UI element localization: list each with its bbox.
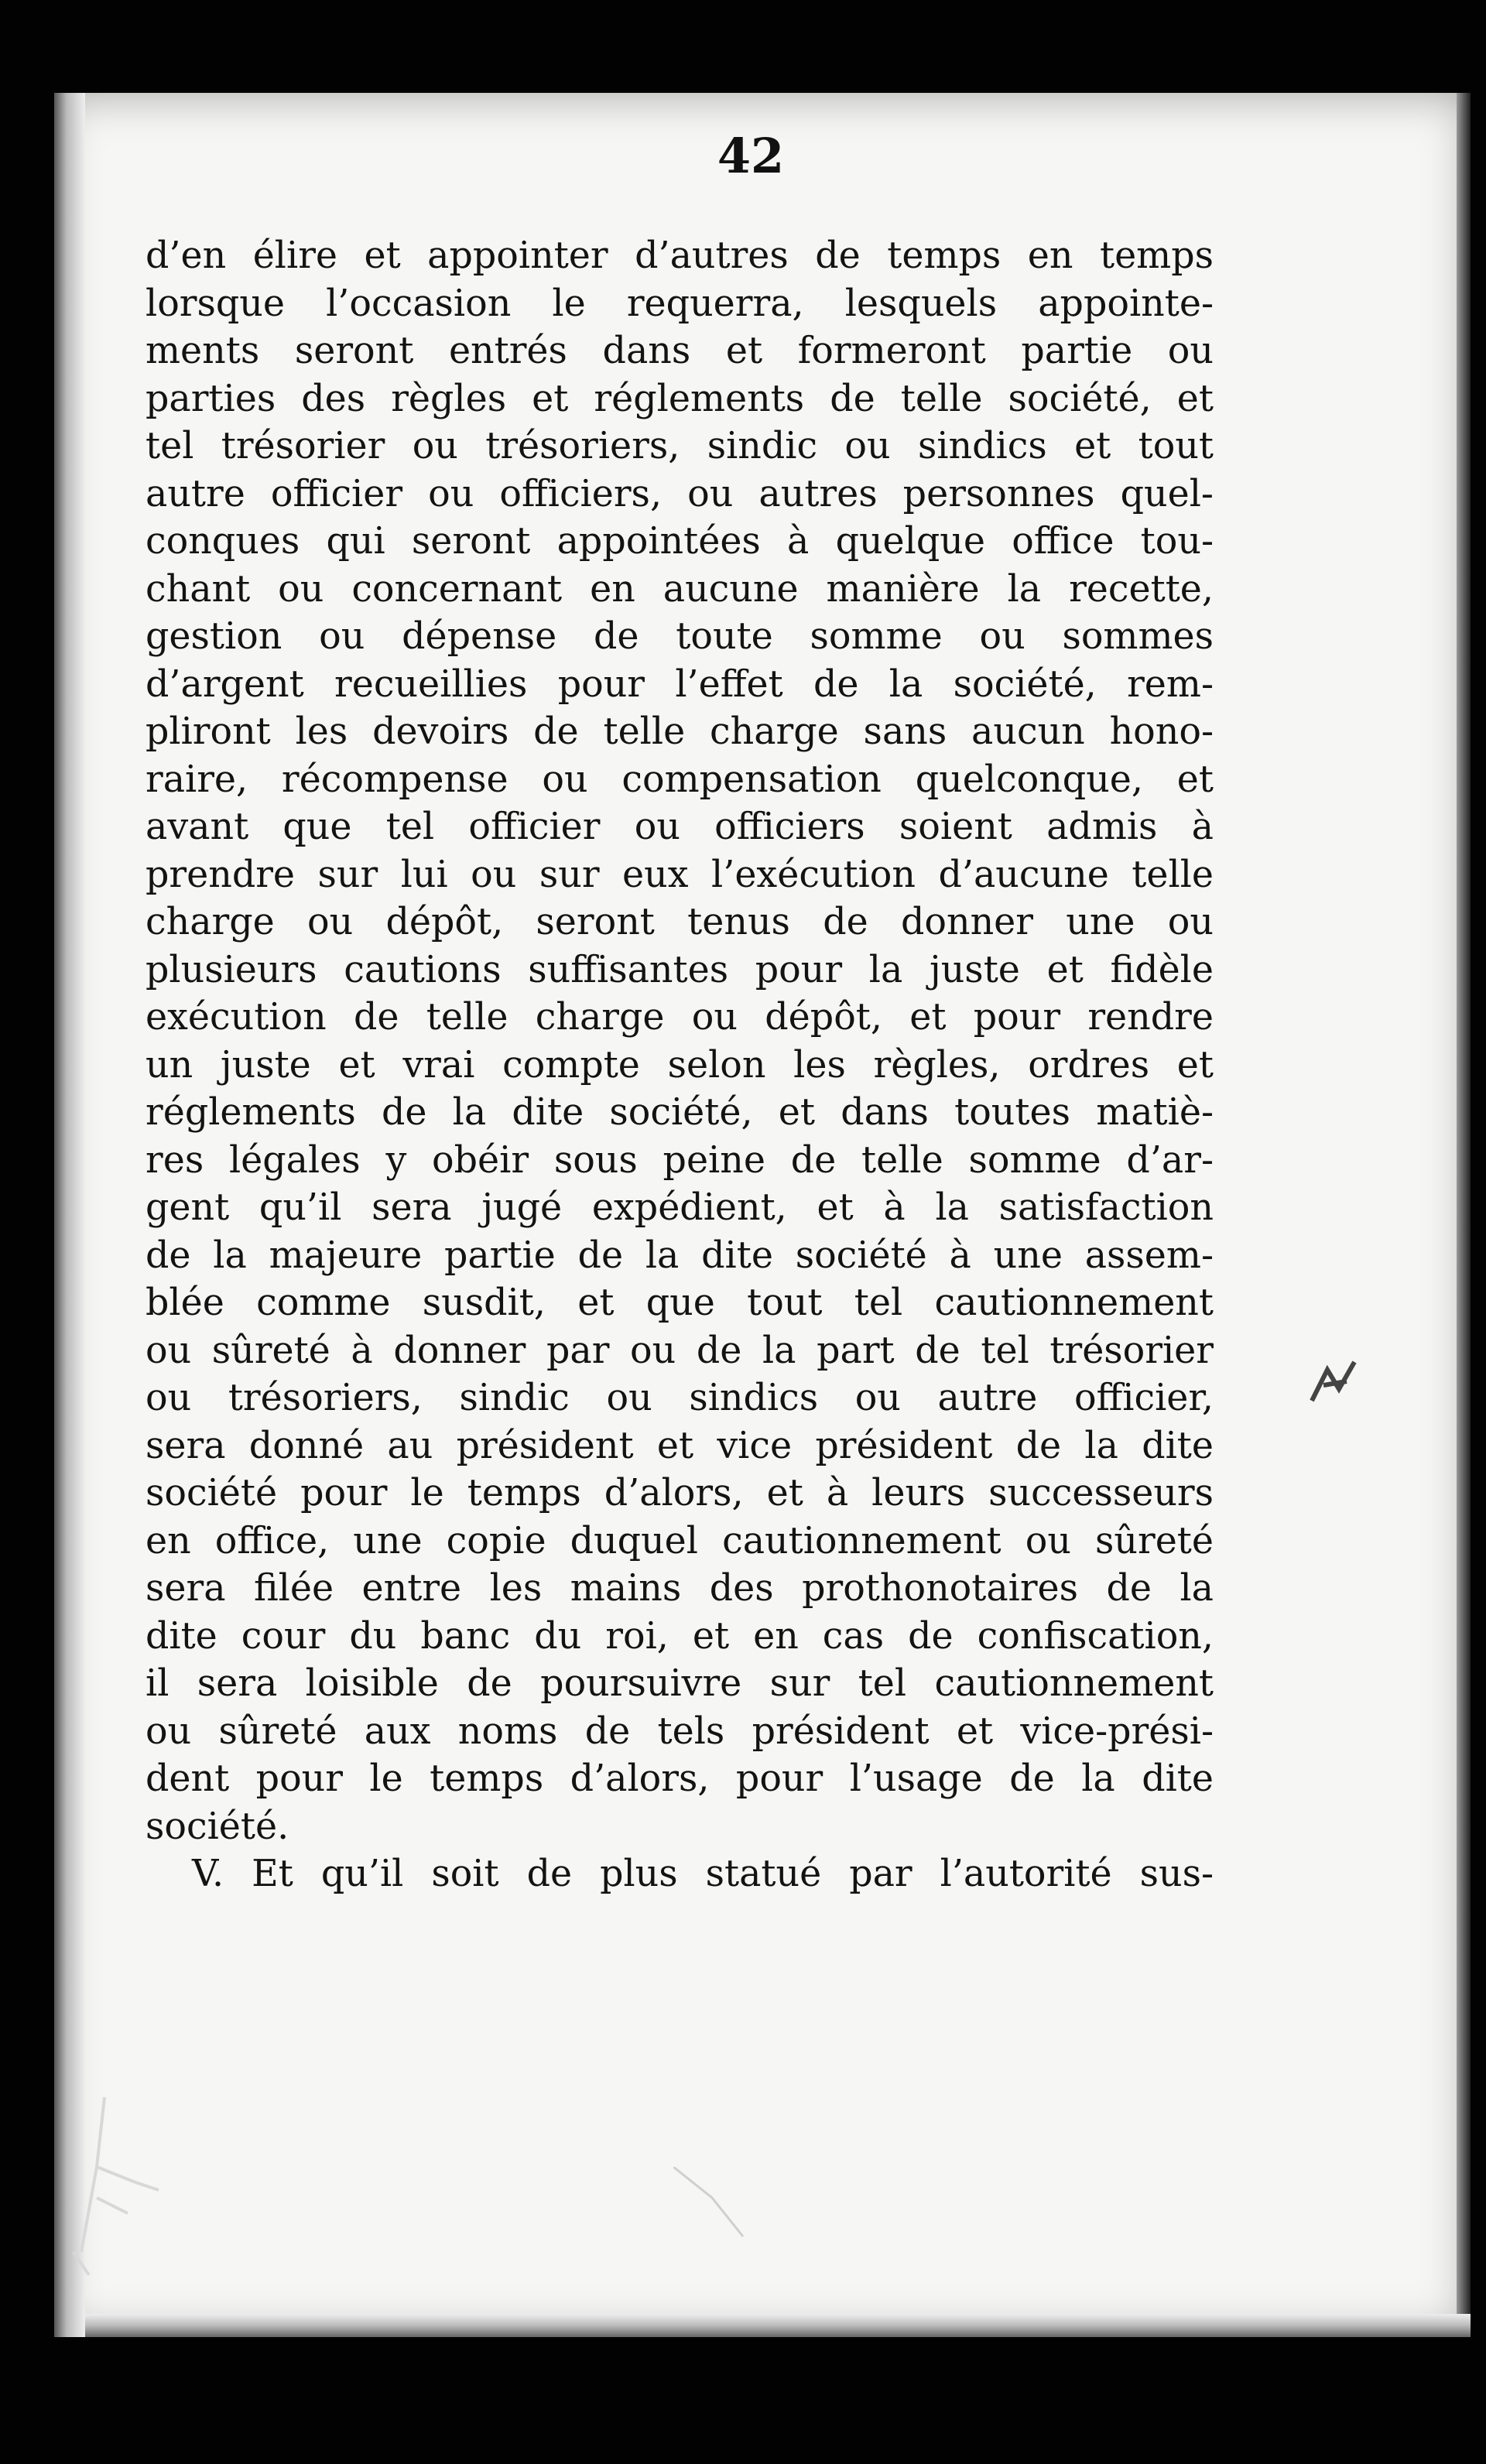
text-line: d’en élire et appointer d’autres de temps en temps [146, 234, 1214, 277]
text-line: prendre sur lui ou sur eux l’exécution d’aucune telle [146, 853, 1214, 896]
text-line: raire, récompense ou compensation quelconque, et [146, 758, 1214, 801]
text-line: pliront les devoirs de telle charge sans aucun hono- [146, 710, 1214, 753]
text-line: ments seront entrés dans et formeront partie ou [146, 330, 1214, 372]
text-line: ou sûreté aux noms de tels président et vice-prési- [146, 1709, 1214, 1753]
text-line: autre officier ou officiers, ou autres personnes quel- [146, 472, 1214, 515]
text-line: un juste et vrai compte selon les règles, ordres et [146, 1043, 1214, 1087]
text-line: d’argent recueillies pour l’effet de la société, rem- [146, 662, 1214, 706]
page-edge-bottom [85, 2314, 1471, 2337]
text-line: avant que tel officier ou officiers soient admis à [146, 806, 1214, 848]
text-line: blée comme susdit, et que tout tel cautionnement [146, 1282, 1214, 1324]
section-start-line: V. Et qu’il soit de plus statué par l’autorité sus- [192, 1853, 1214, 1895]
text-line: res légales y obéir sous peine de telle somme d’ar- [146, 1138, 1214, 1182]
text-line: dite cour du banc du roi, et en cas de confiscation, [146, 1614, 1214, 1658]
text-line: conques qui seront appointées à quelque office tou- [146, 520, 1214, 563]
margin-pencil-stroke [673, 2167, 758, 2260]
text-line: dent pour le temps d’alors, pour l’usage de la dite [146, 1757, 1214, 1800]
text-line: chant ou concernant en aucune manière la recette, [146, 567, 1214, 611]
text-line: réglements de la dite société, et dans toutes matiè- [146, 1091, 1214, 1134]
page-number: 42 [717, 128, 785, 184]
text-line: société. [146, 1805, 289, 1848]
margin-pencil-mark [66, 2097, 205, 2275]
text-line: charge ou dépôt, seront tenus de donner une ou [146, 901, 1214, 943]
text-line: plusieurs cautions suffisantes pour la juste et fidèle [146, 948, 1214, 991]
text-line: gestion ou dépense de toute somme ou sommes [146, 615, 1214, 658]
text-line: sera filée entre les mains des prothonotaires de la [146, 1567, 1214, 1610]
text-line: gent qu’il sera jugé expédient, et à la satisfaction [146, 1186, 1214, 1229]
body-text [146, 232, 1214, 1898]
text-line: lorsque l’occasion le requerra, lesquels appointe- [146, 282, 1214, 325]
text-line: société pour le temps d’alors, et à leurs successeurs [146, 1472, 1214, 1514]
text-line: en office, une copie duquel cautionnement ou sûreté [146, 1519, 1214, 1562]
margin-ink-mark [1308, 1354, 1362, 1408]
page-edge-right [1457, 93, 1471, 2337]
text-line: parties des règles et réglements de telle société, et [146, 377, 1214, 420]
text-line: de la majeure partie de la dite société à une assem- [146, 1234, 1214, 1277]
text-line: il sera loisible de poursuivre sur tel cautionnement [146, 1662, 1214, 1705]
text-line: exécution de telle charge ou dépôt, et pour rendre [146, 996, 1214, 1039]
text-line: ou sûreté à donner par ou de la part de tel trésorier [146, 1329, 1214, 1372]
text-line: sera donné au président et vice président de la dite [146, 1424, 1214, 1467]
text-line: ou trésoriers, sindic ou sindics ou autre officier, [146, 1377, 1214, 1419]
text-line: tel trésorier ou trésoriers, sindic ou sindics et tout [146, 425, 1214, 467]
page-edge-left [54, 93, 85, 2337]
